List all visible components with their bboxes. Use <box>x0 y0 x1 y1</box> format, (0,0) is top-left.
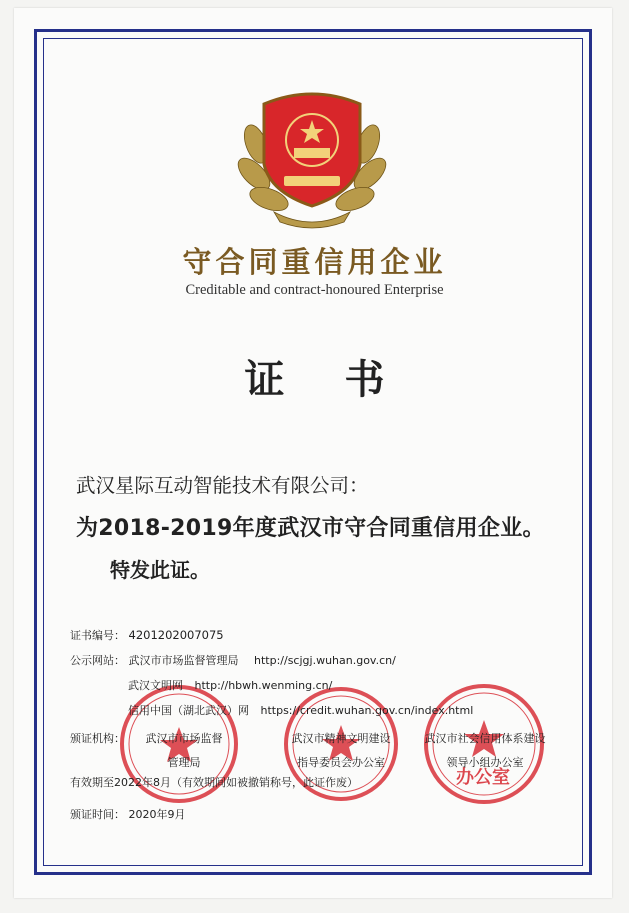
issuer-3-line1: 武汉市社会信用体系建设 <box>424 732 546 745</box>
issuer-2-line2: 指导委员会办公室 <box>297 756 385 769</box>
website-1-name: 武汉市市场监督管理局 <box>128 654 239 667</box>
issue-date-row <box>70 806 186 822</box>
website-3-url[interactable]: https://credit.wuhan.gov.cn/index.html <box>260 704 474 717</box>
website-row-1 <box>70 652 396 668</box>
website-2-name: 武汉文明网 <box>128 679 183 692</box>
issuer-1-line2: 管理局 <box>167 756 201 769</box>
issuer-3 <box>420 730 550 770</box>
certificate-title-cn: 守合同重信用企业 <box>182 245 447 279</box>
website-2-url[interactable]: http://hbwh.wenming.cn/ <box>194 679 333 692</box>
company-name: 武汉星际互动智能技术有限公司： <box>76 474 369 497</box>
certificate-heading: 证书 <box>244 356 445 403</box>
validity-note: 有效期至2022年8月（有效期间如被撤销称号，此证作废） <box>70 776 358 789</box>
website-label: 公示网站： <box>70 654 125 667</box>
national-emblem-icon <box>234 84 390 229</box>
cert-number-label: 证书编号： <box>70 629 125 642</box>
issuer-1 <box>136 730 232 770</box>
issuer-2-line1: 武汉市精神文明建设 <box>291 732 391 745</box>
seal-3-center-text: 办公室 <box>456 767 510 788</box>
cert-number: 4201202007075 <box>128 628 224 642</box>
cert-number-row <box>70 627 224 643</box>
issue-date: 2020年9月 <box>128 808 186 821</box>
issuer-label: 颁证机构： <box>70 732 125 745</box>
website-1-url[interactable]: http://scjgj.wuhan.gov.cn/ <box>254 654 396 667</box>
website-3-name: 信用中国（湖北武汉）网 <box>128 704 249 717</box>
issuer-1-line1: 武汉市市场监督 <box>145 732 223 745</box>
issuer-2 <box>283 730 399 770</box>
website-row-3 <box>128 702 473 718</box>
certificate-title-en: Creditable and contract-honoured Enterprise <box>185 282 444 298</box>
issue-date-label: 颁证时间： <box>70 808 125 821</box>
award-statement: 为2018-2019年度武汉市守合同重信用企业。 <box>76 516 545 541</box>
certify-statement: 特发此证。 <box>110 558 210 582</box>
issuer-3-line2: 领导小组办公室 <box>446 756 524 769</box>
website-row-2 <box>128 677 332 693</box>
